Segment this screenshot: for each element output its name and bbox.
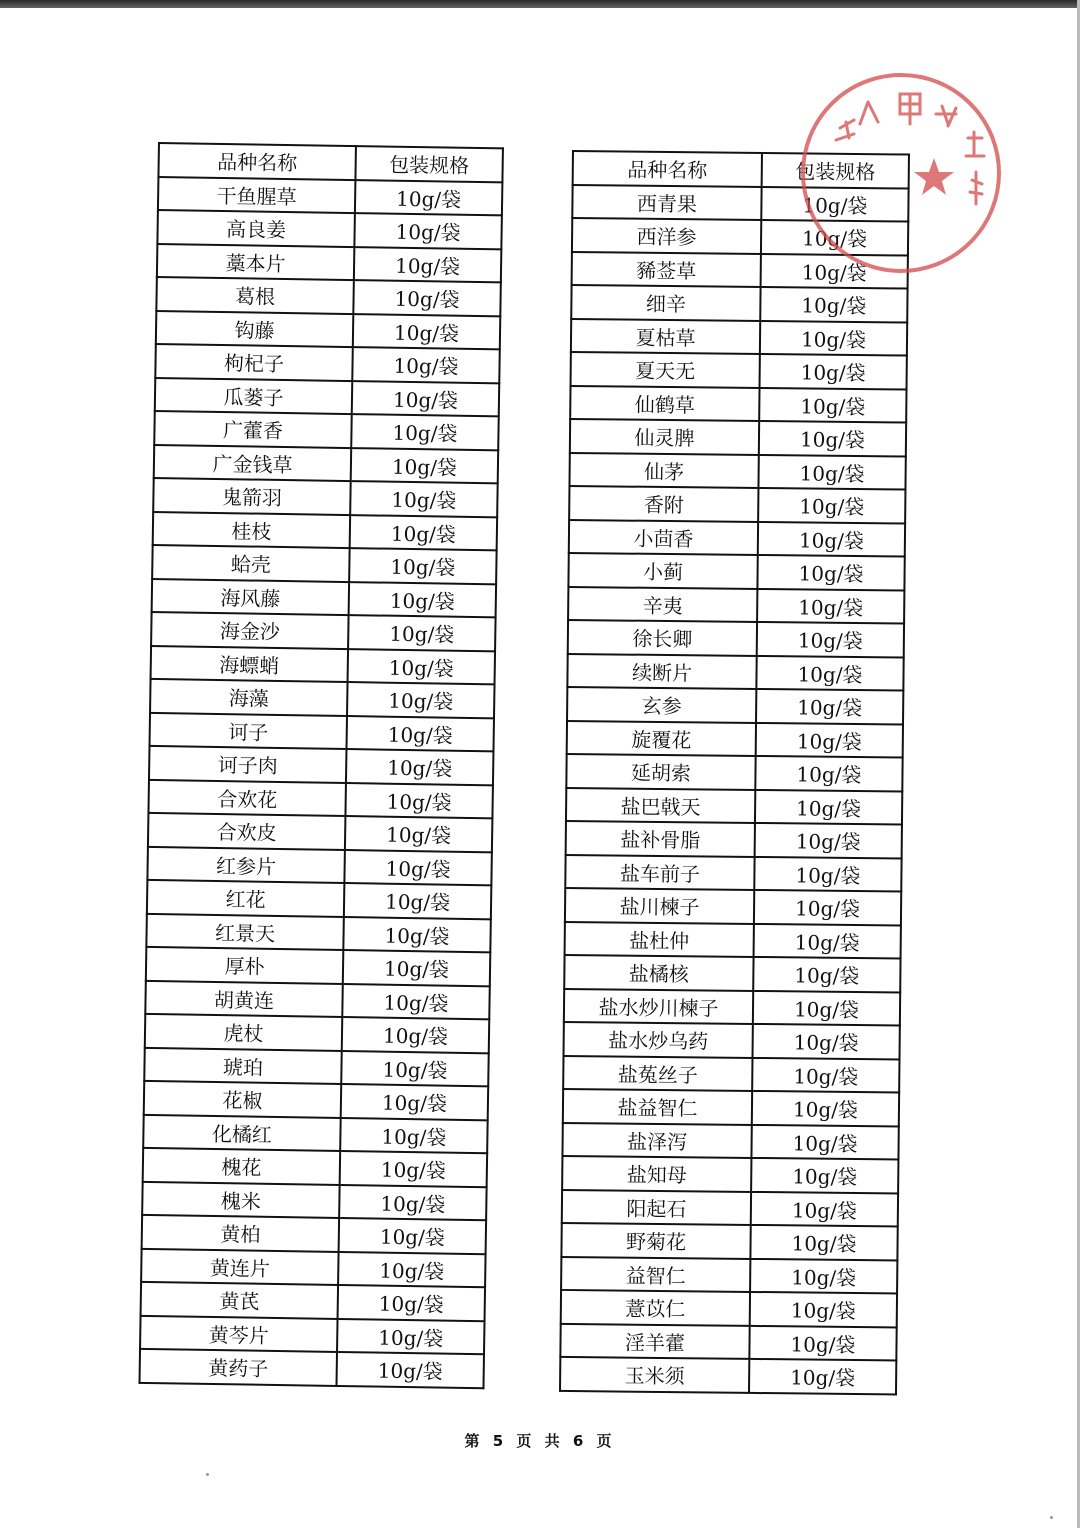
herb-name-cell: 槐米 <box>142 1181 340 1218</box>
herb-name-cell: 瓜蒌子 <box>155 377 353 414</box>
package-spec-cell: 10g/袋 <box>348 615 496 651</box>
package-spec-cell: 10g/袋 <box>761 253 908 288</box>
herb-name-cell: 红参片 <box>147 846 345 883</box>
package-spec-cell: 10g/袋 <box>345 816 493 852</box>
herb-name-cell: 香附 <box>569 486 758 521</box>
package-spec-cell: 10g/袋 <box>759 387 906 422</box>
herb-name-cell: 鬼箭羽 <box>153 478 351 515</box>
package-spec-cell: 10g/袋 <box>758 454 905 489</box>
package-spec-cell: 10g/袋 <box>353 314 501 350</box>
table-row <box>569 519 905 556</box>
table-row <box>572 218 908 255</box>
herb-name-cell: 海藻 <box>150 679 348 716</box>
package-spec-cell: 10g/袋 <box>337 1318 485 1354</box>
table-row <box>156 310 500 349</box>
herb-name-cell: 广藿香 <box>154 411 352 448</box>
table-row <box>571 319 907 356</box>
package-spec-cell: 10g/袋 <box>756 655 903 690</box>
table-row <box>562 1156 898 1193</box>
table-row <box>561 1290 897 1327</box>
herb-name-cell: 仙茅 <box>569 452 758 487</box>
package-spec-cell: 10g/袋 <box>342 1017 490 1053</box>
herb-name-cell: 黄芪 <box>141 1282 339 1319</box>
package-spec-cell: 10g/袋 <box>757 588 904 623</box>
table-row <box>567 720 903 757</box>
herb-name-cell: 徐长卿 <box>568 620 757 655</box>
page-footer: 第 5 页 共 6 页 <box>464 1432 616 1450</box>
table-row <box>143 1114 487 1153</box>
package-spec-cell: 10g/袋 <box>354 213 502 249</box>
package-spec-cell: 10g/袋 <box>754 890 901 925</box>
table-row <box>568 586 904 623</box>
package-spec-cell: 10g/袋 <box>750 1292 897 1327</box>
herb-name-cell: 枸杞子 <box>155 344 353 381</box>
herb-name-cell: 玉米须 <box>560 1357 749 1392</box>
table-row <box>157 244 501 283</box>
package-spec-cell: 10g/袋 <box>341 1084 489 1120</box>
table-row <box>146 913 490 952</box>
herb-name-cell: 夏天无 <box>571 352 760 387</box>
herb-name-cell: 淫羊藿 <box>560 1323 749 1358</box>
herb-name-cell: 西洋参 <box>572 218 761 253</box>
package-spec-cell: 10g/袋 <box>749 1325 896 1360</box>
table-row <box>570 419 906 456</box>
header-name-cell: 品种名称 <box>158 143 356 180</box>
table-row <box>563 1089 899 1126</box>
herb-name-cell: 小蓟 <box>568 553 757 588</box>
table-row <box>571 352 907 389</box>
table-row <box>144 1081 488 1120</box>
table-row <box>565 854 901 891</box>
herb-name-cell: 盐巴戟天 <box>566 787 755 822</box>
herb-name-cell: 续断片 <box>567 653 756 688</box>
package-spec-cell: 10g/袋 <box>341 1050 489 1086</box>
scan-speck <box>1050 1516 1053 1519</box>
package-spec-cell: 10g/袋 <box>755 756 902 791</box>
package-spec-cell: 10g/袋 <box>343 950 491 986</box>
table-row <box>143 1148 487 1187</box>
package-spec-cell: 10g/袋 <box>750 1225 897 1260</box>
herb-name-cell: 薏苡仁 <box>561 1290 750 1325</box>
package-spec-cell: 10g/袋 <box>758 488 905 523</box>
header-name-cell: 品种名称 <box>573 151 762 186</box>
herb-name-cell: 黄药子 <box>140 1349 338 1386</box>
package-spec-cell: 10g/袋 <box>340 1151 488 1187</box>
package-spec-cell: 10g/袋 <box>344 883 492 919</box>
table-row <box>566 754 902 791</box>
table-row <box>561 1256 897 1293</box>
package-spec-cell: 10g/袋 <box>349 582 497 618</box>
package-spec-cell: 10g/袋 <box>751 1124 898 1159</box>
table-row <box>560 1323 896 1360</box>
package-spec-cell: 10g/袋 <box>757 555 904 590</box>
table-row <box>572 185 908 222</box>
table-row <box>151 612 495 651</box>
herb-name-cell: 合欢皮 <box>148 813 346 850</box>
herb-name-cell: 海金沙 <box>151 612 349 649</box>
herb-name-cell: 干鱼腥草 <box>158 177 356 214</box>
table-row <box>564 988 900 1025</box>
herb-name-cell: 海螵蛸 <box>151 645 349 682</box>
herb-name-cell: 延胡索 <box>566 754 755 789</box>
herb-name-cell: 红花 <box>147 880 345 917</box>
herb-name-cell: 仙鹤草 <box>570 385 759 420</box>
herb-name-cell: 盐补骨脂 <box>566 821 755 856</box>
header-spec-cell: 包装规格 <box>762 153 909 188</box>
package-spec-cell: 10g/袋 <box>753 990 900 1025</box>
table-row <box>142 1215 486 1254</box>
table-row <box>150 679 494 718</box>
table-row <box>148 779 492 818</box>
table-row <box>151 645 495 684</box>
table-row <box>569 486 905 523</box>
package-spec-cell: 10g/袋 <box>760 287 907 322</box>
table-row <box>140 1349 484 1388</box>
herb-name-cell: 虎杖 <box>145 1014 343 1051</box>
herb-name-cell: 辛夷 <box>568 586 757 621</box>
table-row <box>562 1189 898 1226</box>
package-spec-cell: 10g/袋 <box>750 1258 897 1293</box>
table-row <box>572 252 908 289</box>
herb-name-cell: 夏枯草 <box>571 319 760 354</box>
table-row <box>155 344 499 383</box>
herb-name-cell: 琥珀 <box>144 1047 342 1084</box>
package-spec-cell: 10g/袋 <box>347 682 495 718</box>
scan-speck <box>206 1473 209 1476</box>
herb-name-cell: 槐花 <box>143 1148 341 1185</box>
table-row <box>144 1047 488 1086</box>
herb-name-cell: 黄柏 <box>142 1215 340 1252</box>
herb-name-cell: 豨莶草 <box>572 252 761 287</box>
table-row <box>568 553 904 590</box>
herb-name-cell: 盐川楝子 <box>565 888 754 923</box>
table-row <box>152 545 496 584</box>
package-spec-cell: 10g/袋 <box>753 1024 900 1059</box>
table-row <box>564 1022 900 1059</box>
herb-name-cell: 盐水炒乌药 <box>564 1022 753 1057</box>
package-spec-cell: 10g/袋 <box>348 649 496 685</box>
package-spec-cell: 10g/袋 <box>757 622 904 657</box>
table-row <box>562 1122 898 1159</box>
table-row <box>141 1282 485 1321</box>
table-row <box>147 846 491 885</box>
package-spec-cell: 10g/袋 <box>752 1091 899 1126</box>
table-row <box>155 377 499 416</box>
herb-name-cell: 盐杜仲 <box>565 921 754 956</box>
herb-name-cell: 盐水炒川楝子 <box>564 988 753 1023</box>
package-spec-cell: 10g/袋 <box>352 381 500 417</box>
herb-name-cell: 细辛 <box>571 285 760 320</box>
package-spec-cell: 10g/袋 <box>340 1117 488 1153</box>
herb-name-cell: 盐益智仁 <box>563 1089 752 1124</box>
package-spec-cell: 10g/袋 <box>751 1191 898 1226</box>
package-spec-cell: 10g/袋 <box>354 247 502 283</box>
package-spec-cell: 10g/袋 <box>760 320 907 355</box>
herb-name-cell: 花椒 <box>144 1081 342 1118</box>
table-row <box>563 1055 899 1092</box>
herb-name-cell: 诃子肉 <box>149 746 347 783</box>
herb-table-left <box>138 142 503 1389</box>
table-row <box>152 578 496 617</box>
table-row <box>142 1181 486 1220</box>
table-row <box>567 653 903 690</box>
table-row <box>150 712 494 751</box>
table-row <box>565 888 901 925</box>
header-row <box>158 143 502 182</box>
herb-name-cell: 小茴香 <box>569 519 758 554</box>
table-row <box>569 452 905 489</box>
table-row <box>567 687 903 724</box>
package-spec-cell: 10g/袋 <box>760 354 907 389</box>
package-spec-cell: 10g/袋 <box>339 1184 487 1220</box>
herb-name-cell: 西青果 <box>572 185 761 220</box>
herb-name-cell: 盐知母 <box>562 1156 751 1191</box>
package-spec-cell: 10g/袋 <box>346 716 494 752</box>
package-spec-cell: 10g/袋 <box>350 515 498 551</box>
package-spec-cell: 10g/袋 <box>351 414 499 450</box>
package-spec-cell: 10g/袋 <box>351 448 499 484</box>
header-row <box>573 151 909 188</box>
herb-name-cell: 钩藤 <box>156 310 354 347</box>
herb-name-cell: 旋覆花 <box>567 720 756 755</box>
herb-name-cell: 化橘红 <box>143 1114 341 1151</box>
herb-name-cell: 诃子 <box>150 712 348 749</box>
scan-top-edge <box>0 0 1080 8</box>
herb-name-cell: 广金钱草 <box>154 444 352 481</box>
package-spec-cell: 10g/袋 <box>336 1352 484 1388</box>
herb-name-cell: 黄连片 <box>141 1248 339 1285</box>
table-row <box>154 411 498 450</box>
herb-name-cell: 盐菟丝子 <box>563 1055 752 1090</box>
table-row <box>568 620 904 657</box>
package-spec-cell: 10g/袋 <box>350 481 498 517</box>
package-spec-cell: 10g/袋 <box>758 521 905 556</box>
package-spec-cell: 10g/袋 <box>338 1251 486 1287</box>
package-spec-cell: 10g/袋 <box>355 180 503 216</box>
table-row <box>145 980 489 1019</box>
header-spec-cell: 包装规格 <box>355 146 503 182</box>
package-spec-cell: 10g/袋 <box>346 749 494 785</box>
package-spec-cell: 10g/袋 <box>755 789 902 824</box>
herb-name-cell: 红景天 <box>146 913 344 950</box>
herb-name-cell: 野菊花 <box>561 1223 750 1258</box>
package-spec-cell: 10g/袋 <box>761 220 908 255</box>
package-spec-cell: 10g/袋 <box>756 722 903 757</box>
herb-name-cell: 厚朴 <box>146 947 344 984</box>
table-row <box>158 177 502 216</box>
table-row <box>141 1248 485 1287</box>
herb-name-cell: 阳起石 <box>562 1189 751 1224</box>
table-row <box>146 947 490 986</box>
herb-name-cell: 玄参 <box>567 687 756 722</box>
table-row <box>560 1357 896 1394</box>
herb-name-cell: 黄芩片 <box>140 1315 338 1352</box>
package-spec-cell: 10g/袋 <box>353 280 501 316</box>
package-spec-cell: 10g/袋 <box>352 347 500 383</box>
package-spec-cell: 10g/袋 <box>343 917 491 953</box>
package-spec-cell: 10g/袋 <box>755 823 902 858</box>
table-row <box>561 1223 897 1260</box>
package-spec-cell: 10g/袋 <box>338 1285 486 1321</box>
herb-name-cell: 合欢花 <box>148 779 346 816</box>
herb-name-cell: 盐车前子 <box>565 854 754 889</box>
package-spec-cell: 10g/袋 <box>339 1218 487 1254</box>
table-row <box>565 921 901 958</box>
package-spec-cell: 10g/袋 <box>761 186 908 221</box>
table-row <box>148 813 492 852</box>
table-row <box>571 285 907 322</box>
table-row <box>564 955 900 992</box>
package-spec-cell: 10g/袋 <box>349 548 497 584</box>
package-spec-cell: 10g/袋 <box>342 984 490 1020</box>
table-row <box>140 1315 484 1354</box>
herb-name-cell: 葛根 <box>156 277 354 314</box>
package-spec-cell: 10g/袋 <box>752 1057 899 1092</box>
herb-name-cell: 藁本片 <box>157 244 355 281</box>
table-row <box>156 277 500 316</box>
table-row <box>154 444 498 483</box>
table-row <box>153 511 497 550</box>
table-row <box>147 880 491 919</box>
herb-name-cell: 海风藤 <box>152 578 350 615</box>
package-spec-cell: 10g/袋 <box>751 1158 898 1193</box>
herb-name-cell: 益智仁 <box>561 1256 750 1291</box>
herb-name-cell: 胡黄连 <box>145 980 343 1017</box>
table-row <box>566 821 902 858</box>
herb-name-cell: 高良姜 <box>157 210 355 247</box>
package-spec-cell: 10g/袋 <box>753 957 900 992</box>
table-row <box>153 478 497 517</box>
table-row <box>566 787 902 824</box>
package-spec-cell: 10g/袋 <box>754 923 901 958</box>
herb-name-cell: 桂枝 <box>153 511 351 548</box>
herb-name-cell: 盐泽泻 <box>562 1122 751 1157</box>
package-spec-cell: 10g/袋 <box>344 850 492 886</box>
table-row <box>157 210 501 249</box>
herb-name-cell: 蛤壳 <box>152 545 350 582</box>
package-spec-cell: 10g/袋 <box>749 1359 896 1394</box>
package-spec-cell: 10g/袋 <box>759 421 906 456</box>
herb-name-cell: 盐橘核 <box>564 955 753 990</box>
package-spec-cell: 10g/袋 <box>754 856 901 891</box>
herb-name-cell: 仙灵脾 <box>570 419 759 454</box>
table-row <box>149 746 493 785</box>
table-row <box>145 1014 489 1053</box>
package-spec-cell: 10g/袋 <box>345 783 493 819</box>
package-spec-cell: 10g/袋 <box>756 689 903 724</box>
table-row <box>570 385 906 422</box>
herb-table-right <box>559 150 910 1395</box>
